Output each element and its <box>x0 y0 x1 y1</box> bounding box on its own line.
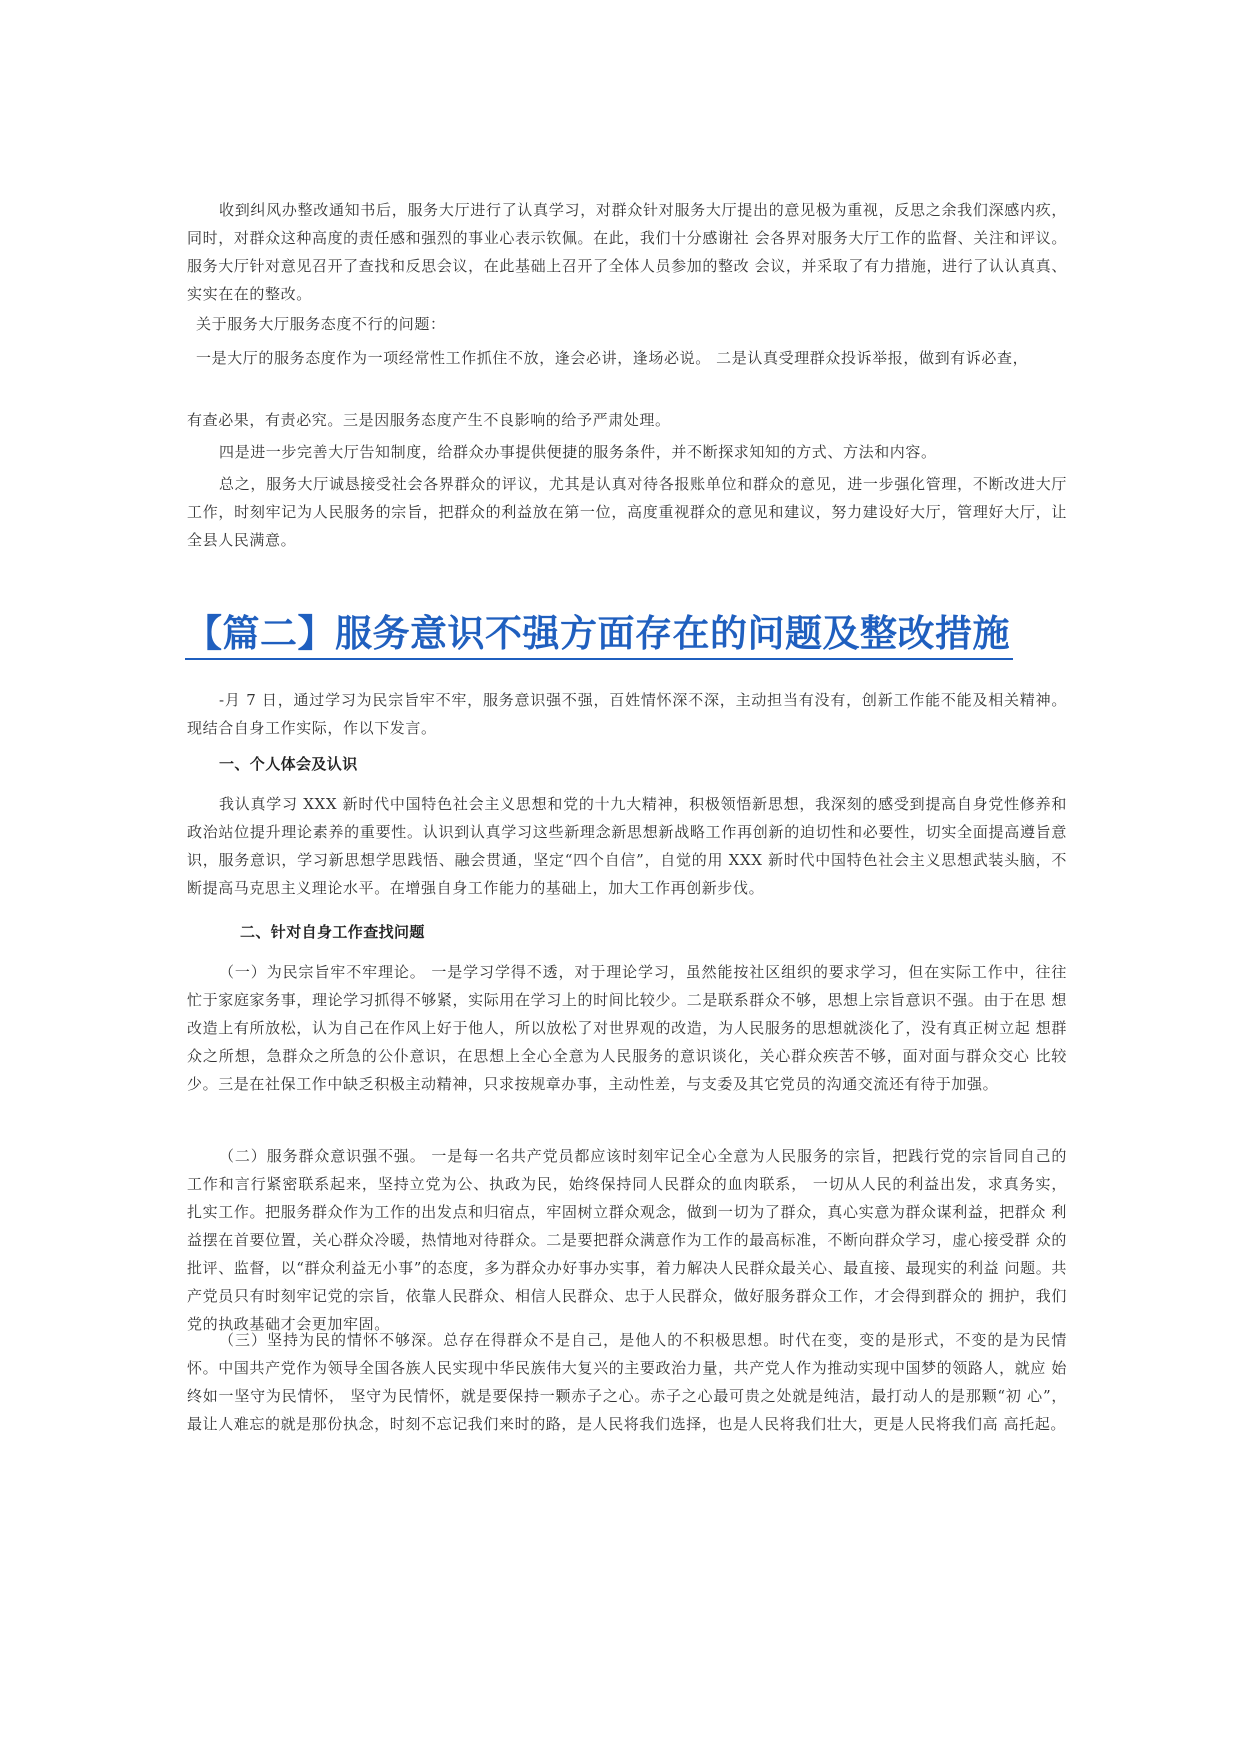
item-1-paragraph: 一是大厅的服务态度作为一项经常性工作抓住不放，逢会必讲，逢场必说。 二是认真受理群众投诉举报，做到有诉必查， <box>196 349 1029 367</box>
personal-understanding-paragraph: 我认真学习 XXX 新时代中国特色社会主义思想和党的十九大精神，积极领悟新思想，我深刻的感受到提高自身党性修养和政治站位提升理论素养的重要性。认识到认真学习这些新理念新思想新战略工作再创新的迫切性和必要性，切实全面提高遵旨意识，服务意识，学习新思想学思践悟、融会贯通，坚定“四个自信”，自觉的用 XXX 新时代中国特色社会主义思想武装头脑，不断提高马克思主义理论水平。在增强自身工作能力的基础上，加大工作再创新步伐。 <box>187 795 1067 897</box>
intro-paragraph: 收到纠风办整改通知书后，服务大厅进行了认真学习，对群众针对服务大厅提出的意见极为重视，反思之余我们深感内疚，同时，对群众这种高度的责任感和强烈的事业心表示钦佩。在此，我们十分感谢社 会各界对服务大厅工作的监督、关注和评议。 服务大厅针对意见召开了查找和反思会议，在此基础上召开了全体人员参加的整改 会议，并采取了有力措施，进行了认认真真、 实实在在的整改。 <box>187 201 1067 303</box>
subheading-find-problems: 二、针对自身工作查找问题 <box>240 923 425 941</box>
issue-title: 关于服务大厅服务态度不行的问题： <box>196 315 446 333</box>
subheading-personal-understanding: 一、个人体会及认识 <box>219 755 358 773</box>
section-title: 【篇二】服务意识不强方面存在的问题及整改措施 <box>185 612 1010 655</box>
problem-3-paragraph: （三）坚持为民的情怀不够深。总存在得群众不是自己，是他人的不积极思想。时代在变，变的是形式，不变的是为民情 怀。中国共产党作为领导全国各族人民实现中华民族伟大复兴的主要政治力量，共产党人作为推动实现中国梦的领路人，就应 始终如一坚守为民情怀， 坚守为民情怀，就是要保持一颗赤子之心。赤子之心最可贵之处就是纯洁，最打动人的是那颗“初 心”，最让人难忘的就是那份执念，时刻不忘记我们来时的路，是人民将我们选择，也是人民将我们壮大，更是人民将我们高 高托起。 <box>187 1331 1067 1433</box>
section2-intro-paragraph: -月 7 日，通过学习为民宗旨牢不牢，服务意识强不强，百姓情怀深不深，主动担当有没有，创新工作能不能及相关精神。 现结合自身工作实际，作以下发言。 <box>187 691 1067 737</box>
problem-2-paragraph: （二）服务群众意识强不强。 一是每一名共产党员都应该时刻牢记全心全意为人民服务的宗旨，把践行党的宗旨同自己的 工作和言行紧密联系起来，坚持立党为公、执政为民，始终保持同人民群众的血肉联系， 一切从人民的利益出发，求真务实， 扎实工作。把服务群众作为工作的出发点和归宿点，牢固树立群众观念，做到一切为了群众，真心实意为群众谋利益，把群众 利益摆在首要位置，关心群众冷暖，热情地对待群众。二是要把群众满意作为工作的最高标准，不断向群众学习，虚心接受群 众的批评、监督，以“群众利益无小事”的态度，多为群众办好事办实事，着力解决人民群众最关心、最直接、最现实的利益 问题。共产党员只有时刻牢记党的宗旨，依靠人民群众、相信人民群众、忠于人民群众，做好服务群众工作，才会得到群众的 拥护，我们党的执政基础才会更加牢固。 <box>187 1147 1067 1333</box>
section-title-underline <box>185 658 1013 660</box>
problem-1-paragraph: （一）为民宗旨牢不牢理论。 一是学习学得不透，对于理论学习，虽然能按社区组织的要求学习，但在实际工作中，往往 忙于家庭家务事，理论学习抓得不够紧，实际用在学习上的时间比较少。二是联系群众不够，思想上宗旨意识不强。由于在思 想改造上有所放松，认为自己在作风上好于他人，所以放松了对世界观的改造，为人民服务的思想就淡化了，没有真正树立起 想群众之所想，急群众之所急的公仆意识，在思想上全心全意为人民服务的意识谈化，关心群众疾苦不够，面对面与群众交心 比较少。三是在社保工作中缺乏积极主动精神，只求按规章办事，主动性差，与支委及其它党员的沟通交流还有待于加强。 <box>187 963 1067 1093</box>
summary-paragraph: 总之，服务大厅诚恳接受社会各界群众的评议，尤其是认真对待各报账单位和群众的意见，进一步强化管理，不断改进大厅工作，时刻牢记为人民服务的宗旨，把群众的利益放在第一位，高度重视群众的意见和建议，努力建设好大厅，管理好大厅，让全县人民满意。 <box>187 475 1067 549</box>
item-1-continued: 有查必果，有责必究。三是因服务态度产生不良影响的给予严肃处理。 <box>187 411 671 429</box>
item-4-paragraph: 四是进一步完善大厅告知制度，给群众办事提供便捷的服务条件，并不断探求知知的方式、方法和内容。 <box>219 443 937 461</box>
